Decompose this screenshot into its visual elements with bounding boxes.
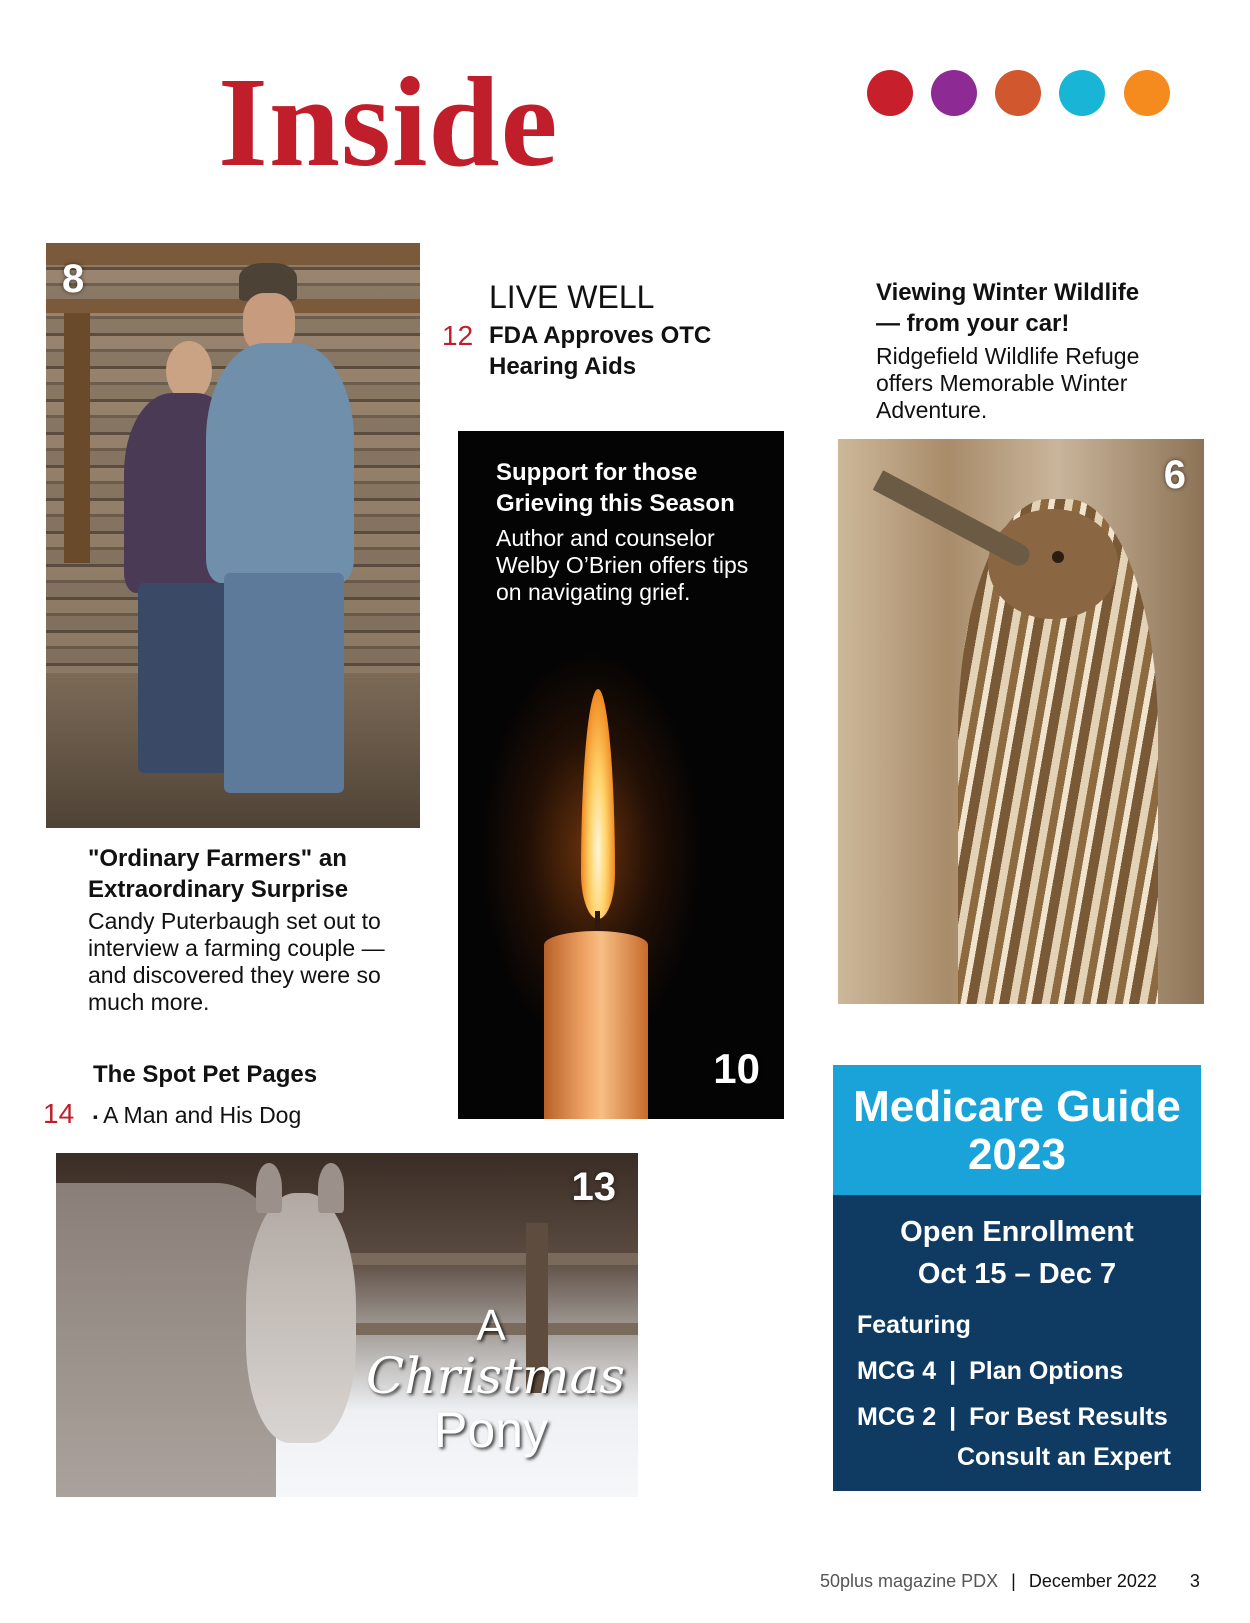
- bittern-bird-photo[interactable]: [838, 439, 1204, 1004]
- grief-headline-line2: Grieving this Season: [496, 490, 735, 517]
- grief-summary-line: Welby O’Brien offers tips: [496, 552, 749, 578]
- wildlife-headline-line1: Viewing Winter Wildlife: [876, 279, 1140, 306]
- farm-summary-line: much more.: [88, 989, 210, 1015]
- mcg2-item[interactable]: [857, 1403, 1168, 1432]
- farm-couple-photo[interactable]: [46, 243, 420, 828]
- color-dot-orange: [1124, 70, 1170, 116]
- pony-body: [56, 1183, 276, 1497]
- farm-summary-line: and discovered they were so: [88, 962, 381, 988]
- mcg2-text-line2: Consult an Expert: [957, 1443, 1171, 1471]
- live-well-headline[interactable]: [489, 320, 711, 382]
- pony-caption: [366, 1301, 625, 1458]
- grief-summary-line: Author and counselor: [496, 525, 715, 551]
- wildlife-summary: [876, 343, 1139, 424]
- christmas-pony-photo[interactable]: [56, 1153, 638, 1497]
- footer-separator: |: [1011, 1571, 1016, 1591]
- page-number-badge: 13: [571, 1165, 616, 1209]
- farm-summary-line: interview a farming couple —: [88, 935, 385, 961]
- footer-page-number: 3: [1189, 1571, 1200, 1591]
- pet-pages-bullet-item[interactable]: [93, 1102, 301, 1130]
- page-title: Inside: [218, 51, 559, 193]
- pony-ear: [256, 1163, 282, 1213]
- fence-rail: [346, 1253, 638, 1265]
- enrollment-line1: Open Enrollment: [900, 1216, 1134, 1248]
- farm-headline[interactable]: [88, 843, 348, 905]
- pet-pages-page-number: 14: [43, 1098, 75, 1129]
- wildlife-summary-line: offers Memorable Winter: [876, 370, 1128, 396]
- live-well-page-number: 12: [442, 320, 474, 351]
- medicare-title-line2: 2023: [968, 1130, 1066, 1179]
- live-well-section-label: LIVE WELL: [489, 279, 655, 315]
- page-number-badge: 8: [62, 257, 85, 301]
- page-number-badge: 10: [713, 1045, 760, 1092]
- medicare-title-line1: Medicare Guide: [853, 1082, 1181, 1131]
- live-well-headline-line1: FDA Approves OTC: [489, 322, 712, 349]
- mcg4-item[interactable]: [857, 1357, 1123, 1386]
- enrollment-line2: Oct 15 – Dec 7: [917, 1258, 1117, 1290]
- pony-head: [246, 1193, 356, 1443]
- pony-ear: [318, 1163, 344, 1213]
- farm-summary-line: Candy Puterbaugh set out to: [88, 908, 381, 934]
- farm-summary: [88, 908, 385, 1016]
- mcg4-text: Plan Options: [969, 1357, 1124, 1385]
- pony-caption-line2: Christmas: [366, 1347, 625, 1405]
- mcg2-text: For Best Results: [969, 1403, 1168, 1431]
- wildlife-headline[interactable]: [876, 277, 1139, 339]
- pony-caption-line3: Pony: [434, 1402, 548, 1458]
- farm-headline-line2: Extraordinary Surprise: [88, 876, 349, 903]
- wildlife-summary-line: Adventure.: [876, 397, 988, 423]
- divider: |: [949, 1403, 957, 1431]
- bullet-icon: ▪: [93, 1108, 98, 1125]
- page-footer: [820, 1571, 1200, 1592]
- pet-pages-heading[interactable]: The Spot Pet Pages: [93, 1061, 318, 1088]
- color-dot-orange-red: [995, 70, 1041, 116]
- grief-summary: [496, 525, 748, 606]
- pony-caption-line1: A: [476, 1301, 506, 1350]
- footer-issue-date: December 2022: [1028, 1571, 1157, 1591]
- bird-eye: [1052, 551, 1064, 563]
- color-dot-red: [867, 70, 913, 116]
- color-dot-purple: [931, 70, 977, 116]
- footer-magazine-name: 50plus magazine PDX: [820, 1571, 999, 1591]
- mcg2-code: MCG 2: [857, 1403, 937, 1431]
- farm-headline-line1: "Ordinary Farmers" an: [88, 845, 347, 872]
- enrollment-dates: [833, 1211, 1201, 1295]
- wildlife-headline-line2: — from your car!: [876, 310, 1070, 337]
- grief-article-panel[interactable]: [458, 431, 784, 1119]
- candle-body: [544, 931, 648, 1119]
- divider: |: [949, 1357, 957, 1385]
- color-dot-cyan: [1059, 70, 1105, 116]
- page-number-badge: 6: [1163, 453, 1186, 497]
- medicare-title: [833, 1083, 1201, 1179]
- live-well-headline-line2: Hearing Aids: [489, 353, 637, 380]
- medicare-guide-ad[interactable]: [833, 1065, 1201, 1491]
- grief-summary-line: on navigating grief.: [496, 579, 691, 605]
- grief-headline-line1: Support for those: [496, 459, 698, 486]
- wildlife-summary-line: Ridgefield Wildlife Refuge: [876, 343, 1140, 369]
- featuring-label: Featuring: [857, 1311, 971, 1339]
- grief-headline: [496, 457, 735, 519]
- bird-head: [988, 509, 1118, 619]
- pet-pages-bullet-text: A Man and His Dog: [103, 1102, 302, 1128]
- mcg4-code: MCG 4: [857, 1357, 937, 1385]
